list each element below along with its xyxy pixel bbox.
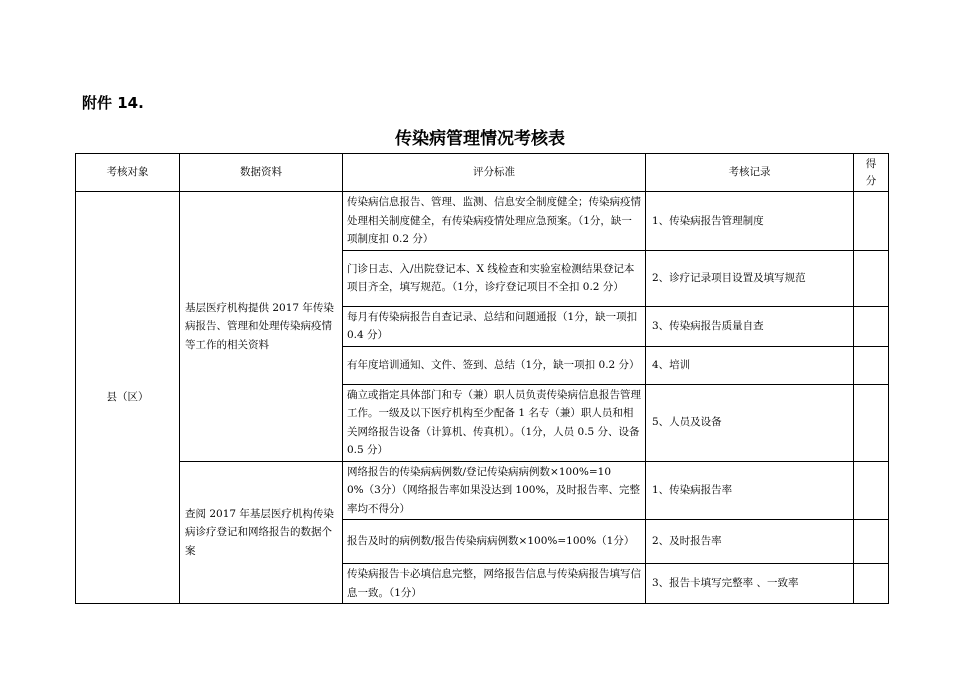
document-title: 传染病管理情况考核表: [395, 129, 565, 149]
header-score-line2: 分: [865, 174, 877, 187]
record-cell: 3、传染病报告质量自查: [646, 306, 854, 346]
score-cell: [854, 384, 889, 461]
table-header-row: [76, 154, 889, 192]
header-score-line1: 得: [865, 157, 877, 170]
record-cell: 1、传染病报告管理制度: [646, 192, 854, 251]
score-cell: [854, 306, 889, 346]
record-cell: 5、人员及设备: [646, 384, 854, 461]
table-row: [76, 461, 889, 520]
attachment-label: 附件 14.: [82, 94, 144, 112]
header-record: 考核记录: [646, 154, 854, 192]
score-cell: [854, 564, 889, 604]
standard-cell: 有年度培训通知、文件、签到、总结（1分，缺一项扣 0.2 分）: [343, 346, 646, 384]
record-cell: 3、报告卡填写完整率 、一致率: [646, 564, 854, 604]
score-cell: [854, 346, 889, 384]
record-cell: 2、及时报告率: [646, 520, 854, 564]
standard-cell: 每月有传染病报告自查记录、总结和问题通报（1分，缺一项扣 0.4 分）: [343, 306, 646, 346]
data-cell: 查阅 2017 年基层医疗机构传染病诊疗登记和网络报告的数据个案: [180, 461, 343, 604]
record-cell: 4、培训: [646, 346, 854, 384]
record-cell: 2、诊疗记录项目设置及填写规范: [646, 250, 854, 306]
assessment-table: [75, 153, 889, 604]
score-cell: [854, 520, 889, 564]
standard-cell: 传染病报告卡必填信息完整，网络报告信息与传染病报告填写信息一致。（1分）: [343, 564, 646, 604]
data-cell: 基层医疗机构提供 2017 年传染病报告、管理和处理传染病疫情等工作的相关资料: [180, 192, 343, 462]
score-cell: [854, 250, 889, 306]
header-target: 考核对象: [76, 154, 180, 192]
header-score: [854, 154, 889, 192]
standard-cell: 传染病信息报告、管理、监测、信息安全制度健全；传染病疫情处理相关制度健全，有传染病疫情处理应急预案。（1分，缺一项制度扣 0.2 分）: [343, 192, 646, 251]
target-cell: 县（区）: [76, 192, 180, 604]
record-cell: 1、传染病报告率: [646, 461, 854, 520]
standard-cell: 报告及时的病例数/报告传染病病例数×100%=100%（1分）: [343, 520, 646, 564]
standard-cell: 网络报告的传染病病例数/登记传染病病例数×100%=100%（3分）（网络报告率如果没达到 100%，及时报告率、完整率均不得分）: [343, 461, 646, 520]
header-data: 数据资料: [180, 154, 343, 192]
standard-cell: 确立或指定具体部门和专（兼）职人员负责传染病信息报告管理工作。一级及以下医疗机构至少配备 1 名专（兼）职人员和相关网络报告设备（计算机、传真机）。（1分，人员 0.5 分、设备 0.5 分）: [343, 384, 646, 461]
table-row: [76, 192, 889, 251]
score-cell: [854, 461, 889, 520]
header-standard: 评分标准: [343, 154, 646, 192]
standard-cell: 门诊日志、入/出院登记本、X 线检查和实验室检测结果登记本项目齐全，填写规范。（1分，诊疗登记项目不全扣 0.2 分）: [343, 250, 646, 306]
score-cell: [854, 192, 889, 251]
